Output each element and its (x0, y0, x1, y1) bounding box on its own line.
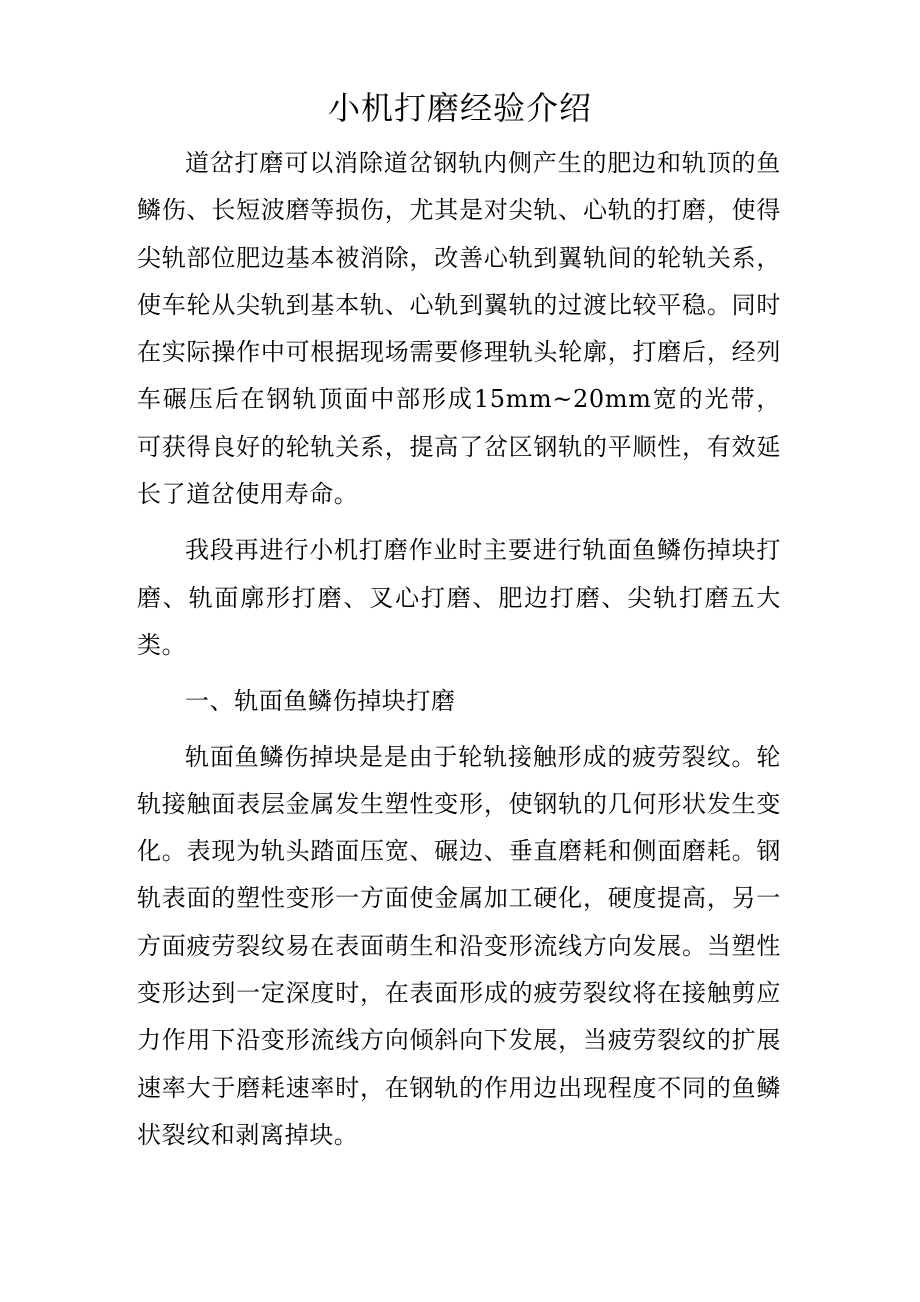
paragraph-scale-damage-description: 轨面鱼鳞伤掉块是是由于轮轨接触形成的疲劳裂纹。轮轨接触面表层金属发生塑性变形，使钢轨的几何形状发生变化。表现为轨头踏面压宽、碾边、垂直磨耗和侧面磨耗。钢轨表面的塑性变形一方面使金属加工硬化，硬度提高，另一方面疲劳裂纹易在表面萌生和沿变形流线方向发展。当塑性变形达到一定深度时，在表面形成的疲劳裂纹将在接触剪应力作用下沿变形流线方向倾斜向下发展，当疲劳裂纹的扩展速率大于磨耗速率时，在钢轨的作用边出现程度不同的鱼鳞状裂纹和剥离掉块。 (137, 742, 781, 1149)
paragraph-turnout-grinding-intro: 道岔打磨可以消除道岔钢轨内侧产生的肥边和轨顶的鱼鳞伤、长短波磨等损伤，尤其是对尖轨、心轨的打磨，使得尖轨部位肥边基本被消除，改善心轨到翼轨间的轮轨关系，使车轮从尖轨到基本轨、心轨到翼轨的过渡比较平稳。同时在实际操作中可根据现场需要修理轨头轮廓，打磨后，经列车碾压后在钢轨顶面中部形成15mm~20mm宽的光带，可获得良好的轮轨关系，提高了岔区钢轨的平顺性，有效延长了道岔使用寿命。 (137, 149, 781, 509)
section-heading-scale-damage: 一、轨面鱼鳞伤掉块打磨 (185, 687, 456, 716)
paragraph-grinding-categories: 我段再进行小机打磨作业时主要进行轨面鱼鳞伤掉块打磨、轨面廓形打磨、叉心打磨、肥边打磨、尖轨打磨五大类。 (137, 536, 781, 659)
document-body (137, 140, 781, 1159)
document-title: 小机打磨经验介绍 (327, 89, 592, 127)
